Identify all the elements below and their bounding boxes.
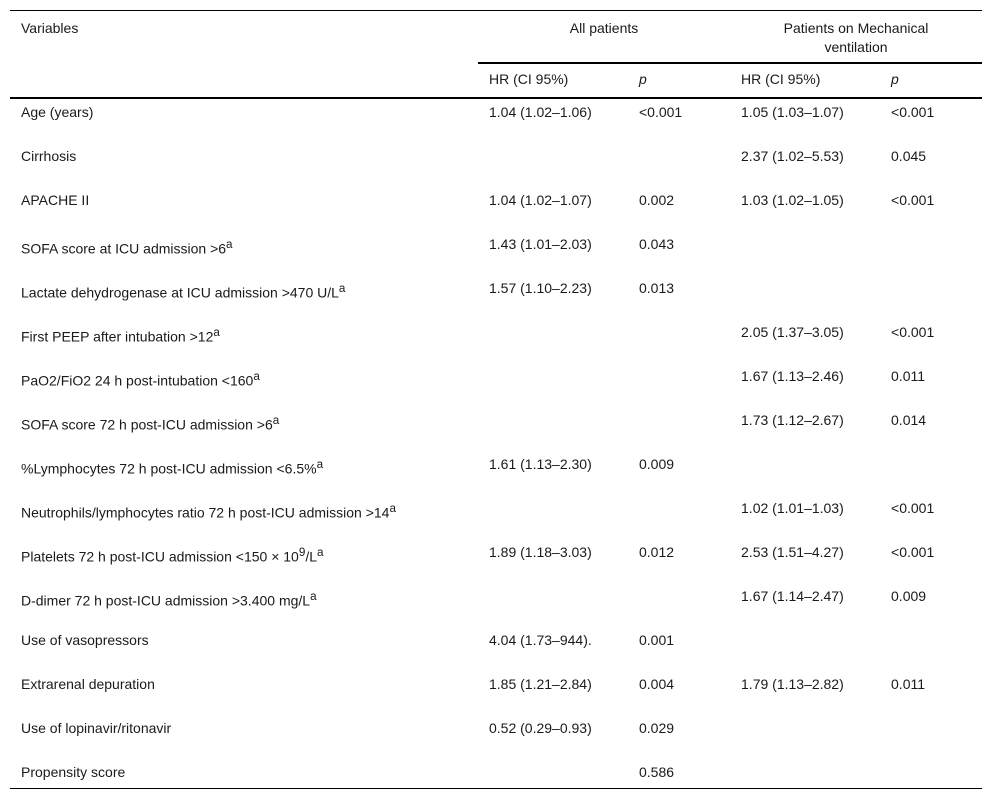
cell-mv-hr: 1.67 (1.14–2.47) <box>741 588 844 604</box>
header-variables: Variables <box>21 20 79 36</box>
variable-label: Use of vasopressors <box>21 632 149 648</box>
variable-label: Lactate dehydrogenase at ICU admission >470 U/L <box>21 284 339 301</box>
variable-label: APACHE II <box>21 192 90 208</box>
variable-label: Age (years) <box>21 104 94 120</box>
cell-mv-hr: 1.79 (1.13–2.82) <box>741 676 844 692</box>
cell-variable <box>10 275 478 319</box>
header-all-hr: HR (CI 95%) <box>489 71 569 87</box>
cell-all-p: 0.029 <box>639 720 675 736</box>
cell-mv-hr <box>730 759 891 789</box>
cell-mv-hr <box>730 627 891 671</box>
table-row <box>10 319 982 363</box>
cell-all-hr <box>478 143 639 187</box>
results-table <box>10 10 982 789</box>
footnote-marker: a <box>389 502 396 515</box>
cell-all-hr: 0.52 (0.29–0.93) <box>489 720 592 736</box>
cell-variable <box>10 319 478 363</box>
cell-mv-hr: 1.05 (1.03–1.07) <box>741 104 844 120</box>
cell-mv-hr: 1.03 (1.02–1.05) <box>741 192 844 208</box>
cell-mv-p: 0.014 <box>891 412 927 428</box>
variable-label: Use of lopinavir/ritonavir <box>21 720 172 736</box>
cell-all-p: 0.013 <box>639 280 675 296</box>
footnote-marker: a <box>253 370 260 383</box>
footnote-marker: a <box>317 546 324 559</box>
variable-exponent: 9 <box>298 546 306 559</box>
cell-all-p: 0.043 <box>639 236 675 252</box>
variable-label-suffix: /L <box>305 548 317 565</box>
cell-variable <box>10 231 478 275</box>
cell-variable <box>10 363 478 407</box>
cell-all-hr: 1.04 (1.02–1.07) <box>489 192 592 208</box>
cell-variable <box>10 143 478 187</box>
table-row <box>10 759 982 789</box>
cell-variable <box>10 715 478 759</box>
table-row <box>10 187 982 231</box>
cell-mv-p: 0.011 <box>891 676 926 692</box>
cell-variable <box>10 98 478 143</box>
cell-all-hr: 4.04 (1.73–944). <box>489 632 592 648</box>
variable-label: SOFA score 72 h post-ICU admission >6 <box>21 416 273 433</box>
cell-mv-hr: 1.73 (1.12–2.67) <box>741 412 844 428</box>
cell-mv-p <box>891 715 982 759</box>
cell-mv-hr <box>730 231 891 275</box>
cell-all-p: 0.009 <box>639 456 675 472</box>
cell-all-p: 0.002 <box>639 192 675 208</box>
table-row <box>10 627 982 671</box>
cell-mv-p: <0.001 <box>891 500 935 516</box>
cell-mv-p: 0.045 <box>891 148 927 164</box>
header-mv-p: p <box>891 71 899 87</box>
cell-variable <box>10 539 478 583</box>
cell-mv-p: <0.001 <box>891 544 935 560</box>
cell-mv-p: <0.001 <box>891 104 935 120</box>
variable-label: Extrarenal depuration <box>21 676 155 692</box>
variable-label: SOFA score at ICU admission >6 <box>21 240 227 257</box>
footnote-marker: a <box>310 590 317 603</box>
table-row <box>10 539 982 583</box>
footnote-marker: a <box>272 414 280 427</box>
variable-label: Propensity score <box>21 764 126 780</box>
variable-label: %Lymphocytes 72 h post-ICU admission <6.5% <box>21 460 317 477</box>
cell-mv-hr: 2.53 (1.51–4.27) <box>741 544 844 560</box>
cell-all-p <box>639 143 730 187</box>
variable-label: PaO2/FiO2 24 h post-intubation <160 <box>21 372 254 389</box>
footnote-marker: a <box>213 326 220 339</box>
table-row <box>10 363 982 407</box>
cell-mv-p <box>891 451 982 495</box>
cell-mv-p <box>891 231 982 275</box>
variable-label: First PEEP after intubation >12 <box>21 328 214 345</box>
cell-mv-p: 0.011 <box>891 368 926 384</box>
table-row <box>10 583 982 627</box>
cell-all-hr <box>478 319 639 363</box>
cell-all-p <box>639 407 730 451</box>
cell-all-p: 0.012 <box>639 544 675 560</box>
cell-all-hr: 1.85 (1.21–2.84) <box>489 676 592 692</box>
cell-mv-hr <box>730 715 891 759</box>
header-all-patients: All patients <box>478 11 730 64</box>
cell-mv-hr: 1.02 (1.01–1.03) <box>741 500 844 516</box>
header-all-p: p <box>639 71 647 87</box>
header-mech-vent: Patients on Mechanical ventilation <box>730 11 982 64</box>
table-row <box>10 671 982 715</box>
cell-mv-hr: 2.05 (1.37–3.05) <box>741 324 844 340</box>
table-row <box>10 451 982 495</box>
table-row <box>10 143 982 187</box>
cell-all-p <box>639 495 730 539</box>
cell-mv-hr: 1.67 (1.13–2.46) <box>741 368 844 384</box>
cell-all-hr <box>478 583 639 627</box>
cell-all-hr: 1.04 (1.02–1.06) <box>489 104 592 120</box>
cell-all-hr: 1.89 (1.18–3.03) <box>489 544 592 560</box>
cell-variable <box>10 627 478 671</box>
cell-all-p <box>639 319 730 363</box>
table-row <box>10 98 982 143</box>
cell-variable <box>10 759 478 789</box>
cell-mv-p: <0.001 <box>891 192 935 208</box>
cell-all-hr: 1.57 (1.10–2.23) <box>489 280 592 296</box>
cell-variable <box>10 407 478 451</box>
cell-all-p: 0.004 <box>639 676 675 692</box>
cell-mv-hr <box>730 275 891 319</box>
cell-all-hr: 1.43 (1.01–2.03) <box>489 236 592 252</box>
cell-mv-hr: 2.37 (1.02–5.53) <box>741 148 844 164</box>
cell-all-p: <0.001 <box>639 104 683 120</box>
cell-variable <box>10 451 478 495</box>
cell-mv-hr <box>730 451 891 495</box>
cell-mv-p: 0.009 <box>891 588 927 604</box>
cell-mv-p: <0.001 <box>891 324 935 340</box>
cell-variable <box>10 671 478 715</box>
cell-all-hr <box>478 495 639 539</box>
variable-label: D-dimer 72 h post-ICU admission >3.400 mg/L <box>21 592 311 609</box>
table-row <box>10 715 982 759</box>
table-row <box>10 495 982 539</box>
cell-all-hr <box>478 363 639 407</box>
cell-mv-p <box>891 275 982 319</box>
cell-all-p: 0.586 <box>639 764 675 780</box>
variable-label: Neutrophils/lymphocytes ratio 72 h post-ICU admission >14 <box>21 504 390 521</box>
variable-label: Cirrhosis <box>21 148 77 164</box>
variable-label: Platelets 72 h post-ICU admission <150 × 10 <box>21 548 299 565</box>
cell-all-p: 0.001 <box>639 632 675 648</box>
cell-variable <box>10 495 478 539</box>
cell-all-hr: 1.61 (1.13–2.30) <box>489 456 592 472</box>
table-row <box>10 407 982 451</box>
cell-variable <box>10 583 478 627</box>
cell-all-hr <box>478 407 639 451</box>
footnote-marker: a <box>316 458 324 471</box>
table-row <box>10 231 982 275</box>
cell-mv-p <box>891 627 982 671</box>
footnote-marker: a <box>226 238 233 251</box>
footnote-marker: a <box>338 282 346 295</box>
cell-all-p <box>639 363 730 407</box>
cell-all-p <box>639 583 730 627</box>
cell-mv-p <box>891 759 982 789</box>
header-mv-hr: HR (CI 95%) <box>741 71 821 87</box>
cell-all-hr <box>478 759 639 789</box>
table-row <box>10 275 982 319</box>
cell-variable <box>10 187 478 231</box>
